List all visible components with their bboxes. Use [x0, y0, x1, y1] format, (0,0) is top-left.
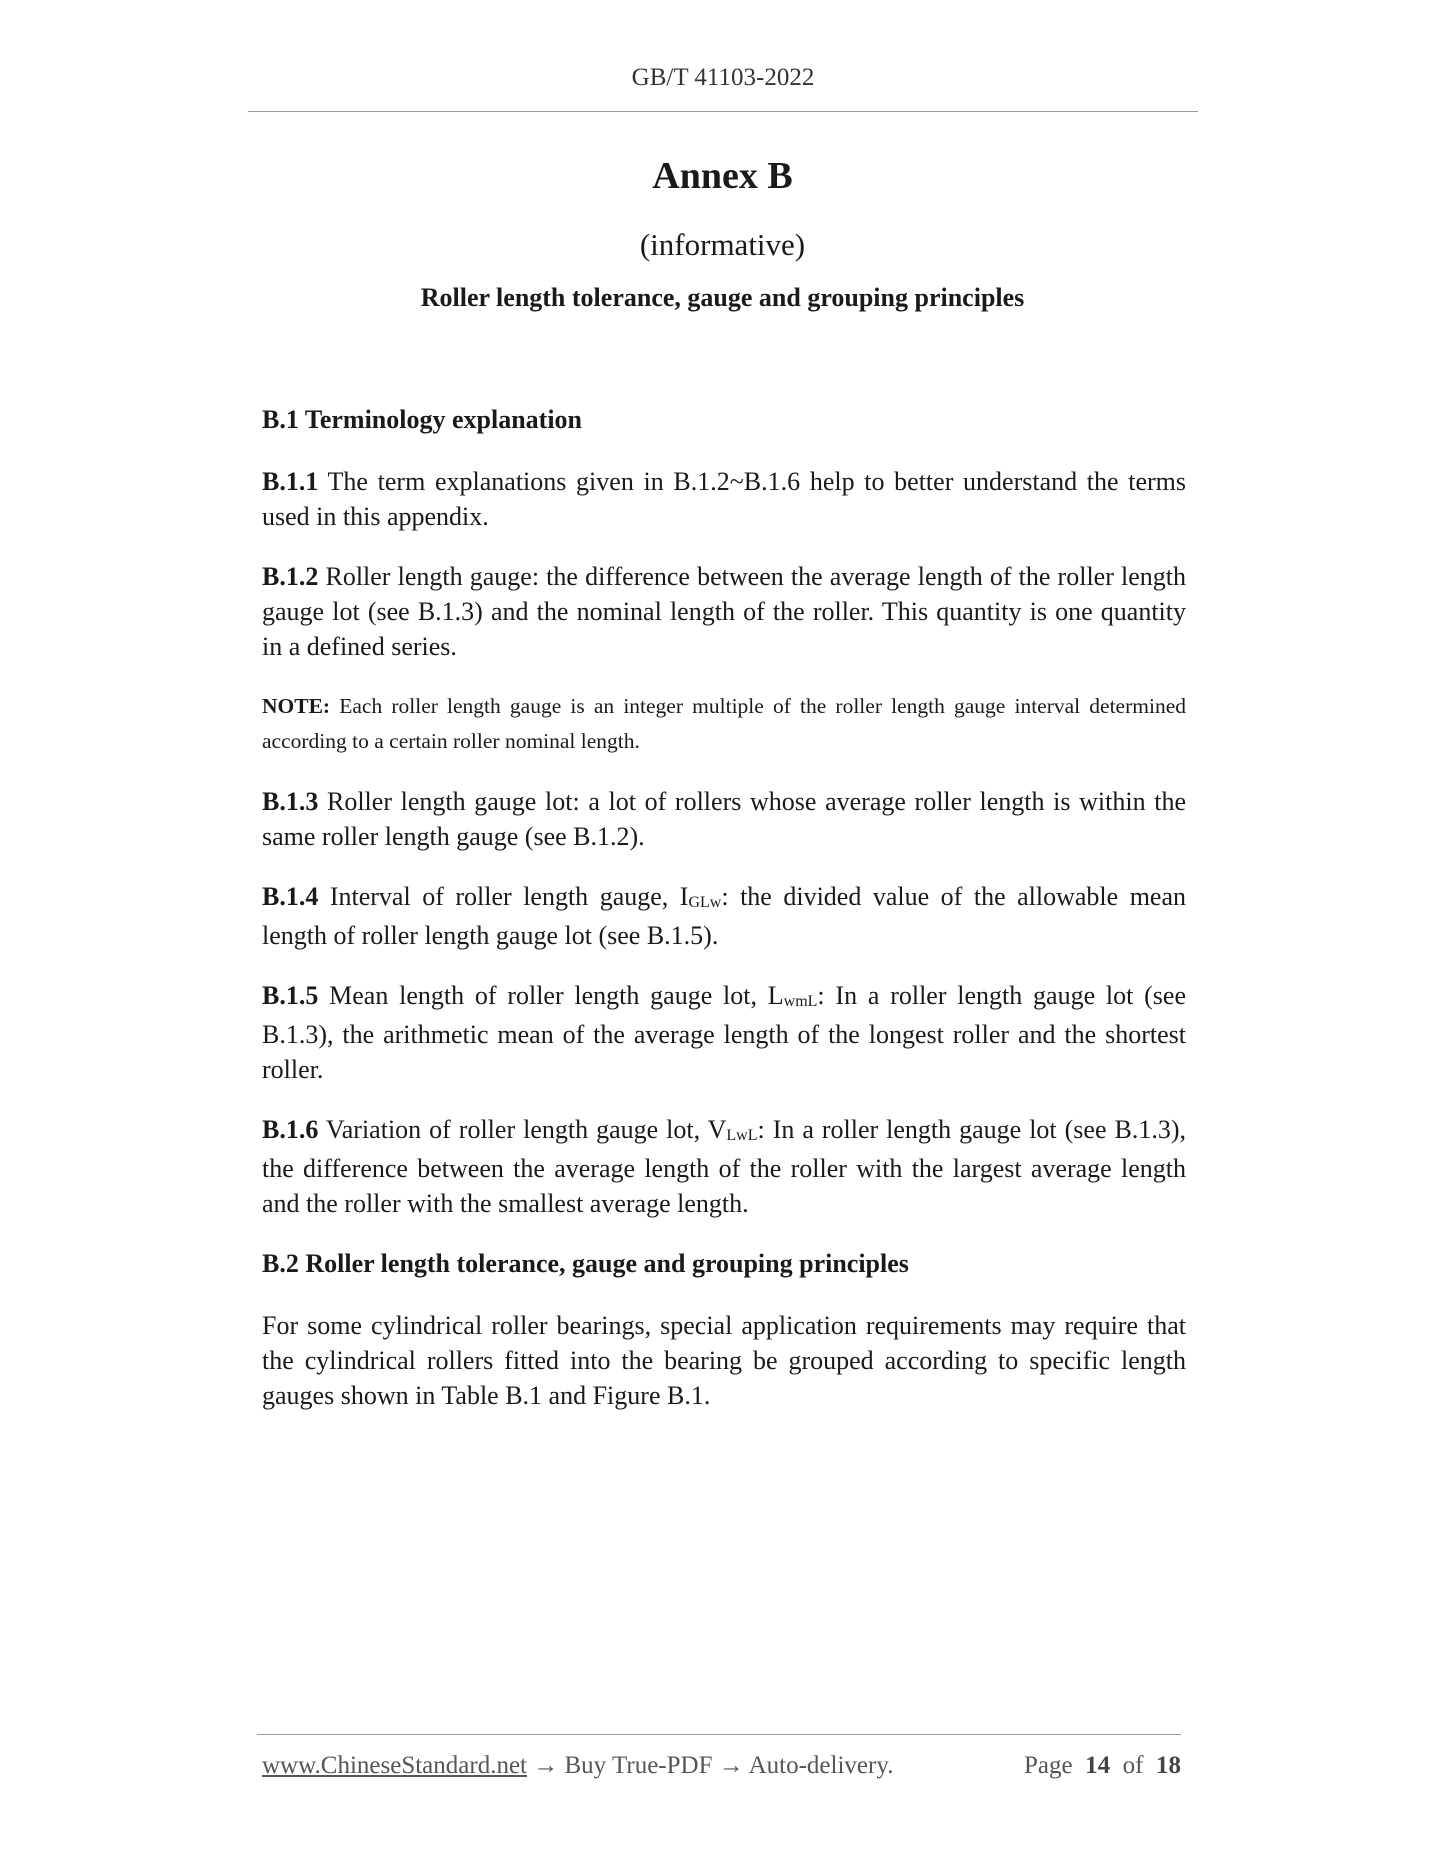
clause-b1-6 [262, 1112, 1186, 1221]
annex-subtitle: (informative) [639, 227, 806, 262]
clause-text: : In a roller length gauge lot (see B.1.3), the arithmetic mean of the average length of the longest roller and the shortest roller. [262, 981, 1186, 1084]
annex-heading: Roller length tolerance, gauge and grouping principles [420, 283, 1025, 312]
clause-text: : the divided value of the allowable mean length of roller length gauge lot (see B.1.5). [262, 882, 1186, 950]
section-b2-text: For some cylindrical roller bearings, special application requirements may require that the cylindrical rollers fitted into the bearing be grouped according to specific length gauges shown in Table B.1 and Figure B.1. [262, 1311, 1186, 1410]
annex-title: Annex B [652, 155, 793, 197]
symbol-subscript: wmL [783, 993, 818, 1010]
delivery-text: Auto-delivery. [748, 1752, 894, 1779]
clause-b1-2 [262, 559, 1186, 664]
clause-b1-3 [262, 784, 1186, 854]
clause-text: : In a roller length gauge lot (see B.1.3), the difference between the average length of the roller with the largest average length and the roller with the smallest average length. [262, 1115, 1186, 1218]
arrow-icon: → [533, 1752, 559, 1779]
page-number: 14 [1085, 1752, 1111, 1779]
clause-label: B.1.2 [262, 562, 319, 591]
clause-text: Roller length gauge lot: a lot of rollers whose average roller length is within the same roller length gauge (see B.1.2). [262, 787, 1186, 851]
section-b1-heading: B.1 Terminology explanation [262, 405, 582, 434]
note-paragraph [262, 689, 1186, 759]
footer-links [262, 1752, 893, 1780]
page-indicator [1024, 1752, 1181, 1780]
document-code-header: GB/T 41103-2022 [631, 64, 815, 91]
note-label: NOTE: [262, 694, 331, 718]
clause-label: B.1.6 [262, 1115, 319, 1144]
clause-label: B.1.1 [262, 467, 319, 496]
site-link[interactable]: www.ChineseStandard.net [262, 1752, 527, 1779]
page-total: 18 [1155, 1752, 1181, 1779]
clause-text: Variation of roller length gauge lot, V [318, 1115, 727, 1144]
clause-label: B.1.3 [262, 787, 319, 816]
page-word: Page [1024, 1752, 1073, 1779]
arrow-icon: → [718, 1752, 744, 1779]
clause-text: Roller length gauge: the difference between the average length of the roller length gauge lot (see B.1.3) and the nominal length of the roller. This quantity is one quantity in a defined series. [262, 562, 1186, 661]
clause-b1-4 [262, 879, 1186, 953]
clause-text: Interval of roller length gauge, I [318, 882, 689, 911]
of-word: of [1122, 1752, 1144, 1779]
buy-text: Buy True-PDF [564, 1752, 713, 1779]
clause-text: The term explanations given in B.1.2~B.1.6 help to better understand the terms used in this appendix. [262, 467, 1186, 531]
section-b2-heading: B.2 Roller length tolerance, gauge and grouping principles [262, 1249, 909, 1278]
symbol-subscript: GLw [688, 894, 722, 911]
document-body [262, 402, 1186, 1413]
clause-b1-5 [262, 978, 1186, 1087]
symbol-subscript: LwL [726, 1127, 758, 1144]
clause-b1-1 [262, 464, 1186, 534]
header-divider [248, 111, 1198, 112]
footer-divider [257, 1734, 1181, 1735]
clause-label: B.1.5 [262, 981, 319, 1010]
clause-text: Mean length of roller length gauge lot, L [318, 981, 784, 1010]
clause-label: B.1.4 [262, 882, 319, 911]
note-text: Each roller length gauge is an integer multiple of the roller length gauge interval determined according to a certain roller nominal length. [262, 694, 1186, 753]
